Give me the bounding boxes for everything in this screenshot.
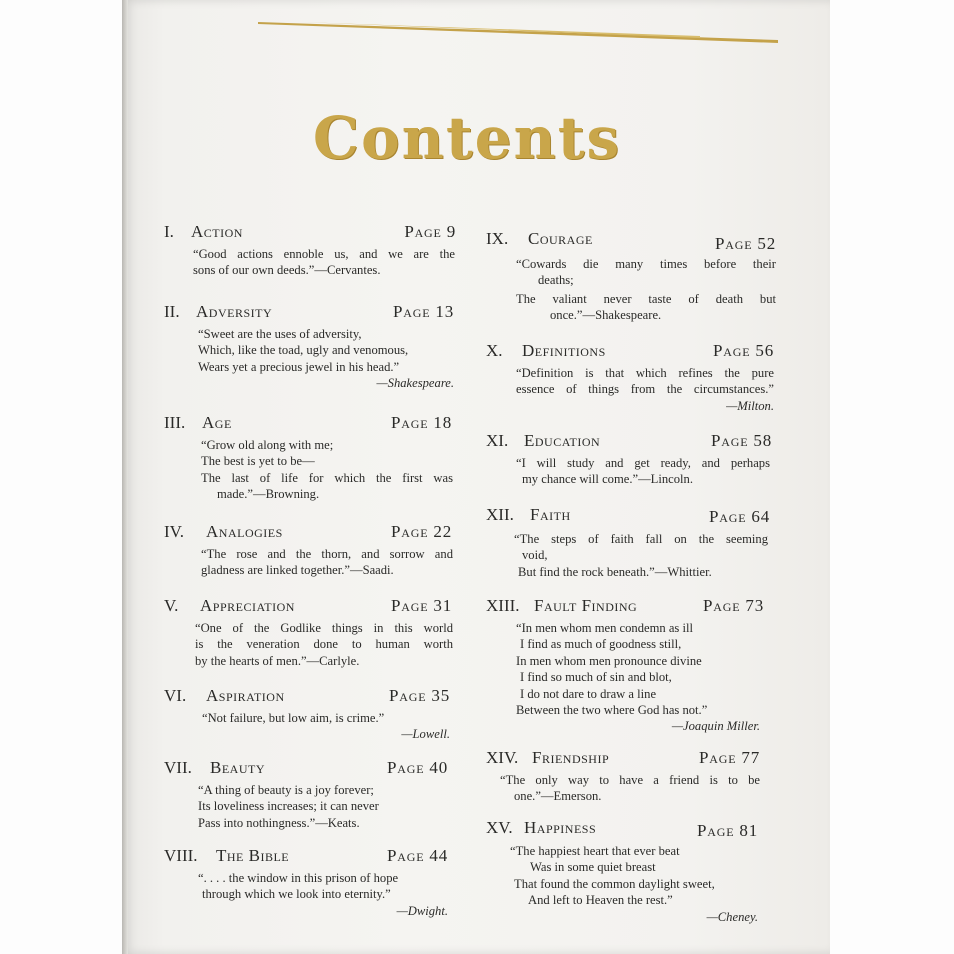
quote-line: “. . . . the window in this prison of hope (198, 871, 399, 885)
quote-line: through which we look into eternity.” (202, 887, 391, 902)
quote-line: made.”—Browning. (217, 487, 320, 502)
quote-line: That found the common daylight sweet, (514, 876, 715, 891)
quote-line: “One of the Godlike things in this world (195, 621, 453, 635)
chapter-number: VIII. (164, 846, 198, 865)
quote-line: I do not dare to draw a line (520, 686, 657, 701)
contents-entry-happiness (486, 818, 786, 925)
page-reference: Page 77 (699, 748, 760, 767)
contents-entry-action (164, 222, 464, 279)
chapter-title: Action (191, 222, 243, 241)
chapter-number: III. (164, 413, 186, 432)
quote-line: I find so much of sin and blot, (520, 670, 672, 685)
page-reference: Page 18 (391, 413, 452, 432)
chapter-title: Education (524, 431, 601, 450)
chapter-title: Fault Finding (534, 596, 638, 615)
contents-entry-aspiration (164, 686, 464, 743)
chapter-title: Aspiration (206, 686, 285, 705)
chapter-number: X. (486, 341, 503, 360)
chapter-title: Happiness (524, 818, 597, 837)
quote-attribution: —Dwight. (396, 903, 448, 918)
quote-line: one.”—Emerson. (514, 789, 602, 804)
contents-entry-adversity (164, 302, 464, 392)
page-reference: Page 13 (393, 302, 454, 321)
chapter-number: XIV. (486, 748, 519, 767)
contents-entry-beauty (164, 758, 464, 831)
contents-entry-courage (486, 229, 786, 324)
quote-attribution: —Joaquin Miller. (671, 719, 760, 734)
quote-line: void, (522, 548, 548, 563)
gold-rule (0, 0, 954, 60)
quote-line: sons of our own deeds.”—Cervantes. (193, 263, 381, 278)
chapter-title: Courage (528, 229, 593, 248)
quote-line: Its loveliness increases; it can never (198, 799, 379, 814)
page-reference: Page 64 (709, 507, 770, 526)
chapter-number: XV. (486, 818, 513, 837)
quote-line: essence of things from the circumstances.” (516, 382, 774, 397)
chapter-number: IV. (164, 522, 184, 541)
chapter-number: XI. (486, 431, 509, 450)
quote-line: is the veneration done to human worth (195, 637, 453, 652)
quote-line: Was in some quiet breast (530, 860, 656, 875)
quote-line: “Sweet are the uses of adversity, (198, 327, 362, 341)
page-reference: Page 52 (715, 234, 776, 253)
quote-line: Which, like the toad, ugly and venomous, (198, 343, 409, 358)
page-reference: Page 9 (404, 222, 456, 241)
chapter-number: II. (164, 302, 180, 321)
page-reference: Page 31 (391, 596, 452, 615)
contents-entry-the-bible (164, 846, 464, 919)
chapter-number: VI. (164, 686, 187, 705)
contents-entry-faith (486, 505, 786, 580)
quote-line: “The rose and the thorn, and sorrow and (201, 547, 453, 561)
quote-line: gladness are linked together.”—Saadi. (201, 563, 394, 578)
quote-line: “Definition is that which refines the pure (516, 366, 774, 380)
page-reference: Page 56 (713, 341, 774, 360)
quote-attribution: —Milton. (726, 398, 774, 413)
chapter-title: Friendship (532, 748, 610, 767)
quote-line: The last of life for which the first was (201, 470, 453, 485)
quote-line: The best is yet to be— (201, 454, 315, 469)
chapter-title: Age (202, 413, 232, 432)
quote-line: I find as much of goodness still, (520, 637, 682, 652)
chapter-number: IX. (486, 229, 509, 248)
chapter-number: XIII. (486, 596, 520, 615)
page-reference: Page 73 (703, 596, 764, 615)
quote-line: “The steps of faith fall on the seeming (514, 532, 768, 546)
quote-line: Pass into nothingness.”—Keats. (198, 815, 360, 830)
contents-entry-appreciation (164, 596, 464, 669)
contents-entry-analogies (164, 522, 464, 579)
page-reference: Page 35 (389, 686, 450, 705)
chapter-title: Analogies (206, 522, 283, 541)
quote-line: my chance will come.”—Lincoln. (522, 472, 694, 487)
quote-line: Between the two where God has not.” (516, 703, 708, 718)
quote-line: once.”—Shakespeare. (550, 308, 662, 323)
quote-line: “A thing of beauty is a joy forever; (198, 783, 374, 797)
chapter-number: XII. (486, 505, 514, 524)
quote-line: deaths; (538, 273, 574, 288)
quote-attribution: —Lowell. (401, 727, 450, 742)
page-reference: Page 44 (387, 846, 448, 865)
quote-line: Wears yet a precious jewel in his head.” (198, 359, 400, 374)
page-reference: Page 58 (711, 431, 772, 450)
quote-line: “Not failure, but low aim, is crime.” (202, 711, 385, 725)
page-reference: Page 40 (387, 758, 448, 777)
quote-line: “The happiest heart that ever beat (510, 844, 680, 858)
quote-line: “The only way to have a friend is to be (500, 773, 760, 787)
chapter-number: VII. (164, 758, 192, 777)
quote-line: And left to Heaven the rest.” (528, 893, 673, 908)
chapter-title: Adversity (196, 302, 273, 321)
page-reference: Page 81 (697, 821, 758, 840)
quote-line: “Cowards die many times before their (516, 257, 776, 271)
chapter-title: Beauty (210, 758, 265, 777)
chapter-number: I. (164, 222, 174, 241)
quote-line: The valiant never taste of death but (516, 291, 776, 306)
quote-line: “I will study and get ready, and perhaps (516, 456, 770, 470)
contents-entry-age (164, 413, 464, 503)
chapter-title: Faith (530, 505, 571, 524)
chapter-title: The Bible (216, 846, 290, 865)
contents-entry-fault-finding (486, 596, 786, 735)
quote-line: “Good actions ennoble us, and we are the (193, 247, 455, 261)
quote-line: “Grow old along with me; (201, 438, 334, 452)
quote-attribution: —Shakespeare. (376, 376, 454, 391)
quote-line: In men whom men pronounce divine (516, 653, 702, 668)
chapter-number: V. (164, 596, 179, 615)
contents-entry-friendship (486, 748, 786, 805)
page-title: Contents (312, 104, 622, 172)
chapter-title: Definitions (522, 341, 606, 360)
quote-line: But find the rock beneath.”—Whittier. (518, 564, 712, 579)
quote-attribution: —Cheney. (706, 909, 758, 924)
quote-line: “In men whom men condemn as ill (516, 621, 693, 635)
quote-line: by the hearts of men.”—Carlyle. (195, 653, 360, 668)
contents-entry-education (486, 431, 786, 488)
page-reference: Page 22 (391, 522, 452, 541)
chapter-title: Appreciation (200, 596, 295, 615)
contents-entry-definitions (486, 341, 786, 414)
